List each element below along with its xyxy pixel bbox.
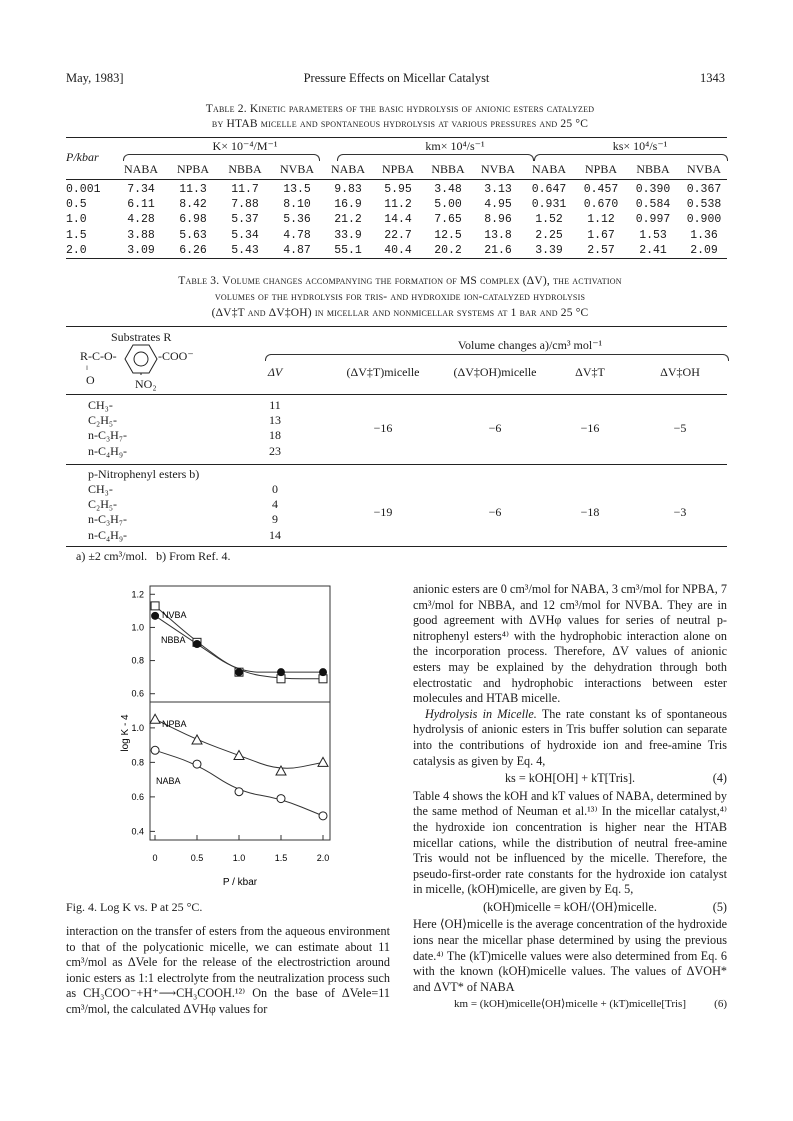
table2-value-cell: 21.2 xyxy=(334,213,362,227)
table2-value-cell: 0.538 xyxy=(686,198,722,212)
label-nvba: NVBA xyxy=(162,610,187,620)
table2-value-cell: 1.36 xyxy=(690,228,718,242)
marker-npba xyxy=(150,714,160,723)
equation-5 xyxy=(413,900,727,916)
table2-sub-0: NABA xyxy=(123,162,158,176)
table2-value-cell: 1.12 xyxy=(587,213,615,227)
structure-left: R-C-O- xyxy=(80,349,117,363)
table3-substituent: CH₃- xyxy=(88,398,113,412)
table2-value-cell: 13.8 xyxy=(484,228,512,242)
table2-bottom-rule xyxy=(66,258,727,259)
table2-value-cell: 14.4 xyxy=(384,213,412,227)
table2-sub-3: NVBA xyxy=(279,162,314,176)
table2-value-cell: 5.95 xyxy=(384,183,412,196)
table2-value-cell: 5.63 xyxy=(179,228,207,242)
table2-pressure-cell: 1.0 xyxy=(66,213,87,227)
table2-value-cell: 6.11 xyxy=(127,198,155,212)
table2-group-k: K× 10⁻⁴/M⁻¹ xyxy=(212,139,278,153)
table3-row xyxy=(88,444,308,459)
table2-value-cell: 4.78 xyxy=(283,228,311,242)
table2-value-cell: 0.670 xyxy=(583,198,619,212)
y-tick-label: 0.8 xyxy=(131,757,144,768)
marker-npba xyxy=(234,750,244,759)
header-date: May, 1983] xyxy=(66,71,124,85)
right-paragraph-2-text: The rate constant ks of spontaneous hydrolysis of anionic esters in Tris buffer solution can separate into the contributions of hydroxide ion and free-amine Tris catalysis as given by Eq. 4, xyxy=(413,706,728,768)
table3-dv-value: 11 xyxy=(269,398,281,412)
table2-value-cell: 6.26 xyxy=(179,243,207,257)
table2-value-cell: 5.00 xyxy=(434,198,462,212)
table2-value-cell: 11.3 xyxy=(179,183,207,196)
right-column xyxy=(413,582,727,1015)
page-number: 1343 xyxy=(700,71,725,85)
table2-value-cell: 0.367 xyxy=(686,183,722,196)
table2-top-rule xyxy=(66,137,727,138)
x-tick-label: 2.0 xyxy=(316,853,330,863)
table2-value-cell: 11.2 xyxy=(384,198,412,212)
plot-frame xyxy=(150,586,330,840)
table2-brace-k xyxy=(123,154,320,161)
table2-row xyxy=(66,228,729,243)
table2-value-cell: 7.34 xyxy=(127,183,155,196)
table2-pressure-cell: 0.5 xyxy=(66,198,87,212)
x-axis-label: P / kbar xyxy=(222,877,258,888)
table3-mid-rule xyxy=(66,464,727,465)
table2-value-cell: 6.98 xyxy=(179,213,207,227)
table2-value-cell: 13.5 xyxy=(283,183,311,196)
double-bond-mark: ‖ xyxy=(86,366,88,372)
table3-dv-value: 13 xyxy=(269,413,281,428)
y-tick-label: 0.6 xyxy=(131,791,144,802)
marker-nbba xyxy=(151,612,159,620)
equation-4-number: (4) xyxy=(712,771,727,786)
table2-sub-9: NPBA xyxy=(584,162,617,176)
table2-pressure-cell: 2.0 xyxy=(66,243,87,257)
equation-5-body: (kOH)micelle = kOH/⟨OH⟩micelle. xyxy=(483,899,657,914)
table3-substituent: n-C₃H₇- xyxy=(88,512,128,527)
y-tick-label: 0.4 xyxy=(131,826,144,837)
table3-substituent: C₂H₅- xyxy=(88,497,118,512)
table3-dv-value: 4 xyxy=(272,497,278,512)
table2-sub-5: NPBA xyxy=(381,162,414,176)
table2-value-cell: 8.96 xyxy=(484,213,512,227)
table3-substrates-label: Substrates R xyxy=(111,330,172,344)
table3-g2-dvt: −18 xyxy=(580,505,600,519)
marker-naba xyxy=(277,795,285,803)
marker-npba xyxy=(192,735,202,744)
table2-value-cell: 3.88 xyxy=(127,228,155,242)
table3-dv-value: 0 xyxy=(272,482,278,496)
y-axis-label: log K - 4 xyxy=(120,714,131,752)
table3-caption-line3: (ΔV‡T and ΔV‡OH) in micellar and nonmicellar systems at 1 bar and 25 °C xyxy=(211,307,589,319)
table3-col-dvoh-micelle: (ΔV‡OH)micelle xyxy=(453,365,537,379)
table2-value-cell: 12.5 xyxy=(434,228,462,242)
right-paragraph-4: Here ⟨OH⟩micelle is the average concentration of the hydroxide ions near the micellar phase determined by using the previous date.⁴⁾ The (kT)micelle values were also determined from Eq. 6 with the known (kOH)micelle values. The values of ΔVOH* and ΔVT* of NABA xyxy=(413,917,727,994)
table2-value-cell: 20.2 xyxy=(434,243,462,257)
table3-row xyxy=(88,413,308,428)
marker-naba xyxy=(151,746,159,754)
marker-naba xyxy=(319,812,327,820)
table2-value-cell: 5.34 xyxy=(231,228,259,242)
equation-5-number: (5) xyxy=(712,899,727,914)
table2-value-cell: 4.28 xyxy=(127,213,155,227)
table3-substituent: n-C₄H₉- xyxy=(88,443,128,458)
marker-naba xyxy=(193,760,201,768)
structure-no2: NO₂ xyxy=(135,377,157,391)
table3-col-dvt-micelle: (ΔV‡T)micelle xyxy=(346,365,420,379)
table2-value-cell: 2.57 xyxy=(587,243,615,257)
table2-value-cell: 7.88 xyxy=(231,198,259,212)
table2-row-header: P/kbar xyxy=(66,150,99,164)
table2-caption-line2: by HTAB micelle and spontaneous hydrolysis at various pressures and 25 °C xyxy=(211,118,589,130)
table2-body xyxy=(66,182,729,258)
table2-value-cell: 16.9 xyxy=(334,198,362,212)
table2-row xyxy=(66,212,729,227)
marker-nvba xyxy=(151,602,159,610)
table2-value-cell: 3.13 xyxy=(484,183,512,196)
table3-col-dv: ΔV xyxy=(267,365,283,379)
table3-dv-value: 23 xyxy=(269,443,281,458)
table2-value-cell: 40.4 xyxy=(384,243,412,257)
table3-row xyxy=(88,428,308,443)
table2-value-cell: 0.997 xyxy=(635,213,671,227)
table3-dv-value: 18 xyxy=(269,428,281,443)
y-tick-label: 1.2 xyxy=(131,589,144,600)
table2-value-cell: 8.10 xyxy=(283,198,311,212)
table3-dv-value: 14 xyxy=(269,527,281,542)
table3-g2-dvoh-mic: −6 xyxy=(488,505,502,519)
table2-group-ks: ks× 10⁴/s⁻¹ xyxy=(612,139,668,153)
table3-col-dvt: ΔV‡T xyxy=(575,365,605,379)
table2-value-cell: 0.900 xyxy=(686,213,722,227)
table3-substituent: n-C₃H₇- xyxy=(88,428,128,443)
table2-sub-10: NBBA xyxy=(636,162,670,176)
table2-value-cell: 5.37 xyxy=(231,213,259,227)
y-tick-label: 0.8 xyxy=(131,655,144,666)
table3-top-rule xyxy=(66,326,727,327)
table2-group-km: km× 10⁴/s⁻¹ xyxy=(425,139,485,153)
y-tick-label: 0.6 xyxy=(131,688,144,699)
table3-dv-value: 9 xyxy=(272,512,278,527)
table2-value-cell: 2.25 xyxy=(535,228,563,242)
figure-caption: Fig. 4. Log K vs. P at 25 °C. xyxy=(66,900,203,914)
table3-caption-line1: Table 3. Volume changes accompanying the formation of MS complex (ΔV), the activation xyxy=(178,275,622,287)
table2-value-cell: 8.42 xyxy=(179,198,207,212)
table2-value-cell: 4.87 xyxy=(283,243,311,257)
table3-footnote: a) ±2 cm³/mol. b) From Ref. 4. xyxy=(76,549,231,563)
right-paragraph-1: anionic esters are 0 cm³/mol for NABA, 3 cm³/mol for NPBA, 7 cm³/mol for NBBA, and 12 cm³/mol for NVBA. They are in good agreement with ΔVHφ values for series of neutral p-nitrophenyl esters⁴⁾ with the hydrophobic interaction alone on the incorporation process. Therefore, ΔV values of anionic esters may be explained by the dehydration through both electrostatic and hydrophobic interactions between ester molecules and HTAB micelle. xyxy=(413,582,727,706)
table3-group2-title: p-Nitrophenyl esters b) xyxy=(88,467,200,481)
table2-value-cell: 2.41 xyxy=(639,243,667,257)
table2-value-cell: 21.6 xyxy=(484,243,512,257)
label-npba: NPBA xyxy=(162,719,187,729)
table2-caption-line1: Table 2. Kinetic parameters of the basic hydrolysis of anionic esters catalyzed xyxy=(205,103,595,115)
label-naba: NABA xyxy=(156,776,181,786)
left-paragraph: interaction on the transfer of esters from the aqueous environment to that of the polycationic micelle, we can estimate about 11 cm³/mol as ΔVele for the release of the electrostriction around ionic esters as 1:1 electrolyte from the neutralization process such as CH₃COO⁻+H⁺⟶CH₃COOH.¹²⁾ On the base of ΔVele=11 cm³/mol, the calculated ΔVHφ values for xyxy=(66,924,390,1016)
table2-row xyxy=(66,243,729,258)
table2-value-cell: 33.9 xyxy=(334,228,362,242)
table3-g1-dvt: −16 xyxy=(580,421,600,435)
table2-value-cell: 22.7 xyxy=(384,228,412,242)
table3-group1 xyxy=(88,398,308,459)
equation-6-body: km = (kOH)micelle⟨OH⟩micelle + (kT)micelle[Tris] xyxy=(454,998,686,1011)
table2-value-cell: 1.67 xyxy=(587,228,615,242)
table3-substituent: n-C₄H₉- xyxy=(88,527,128,542)
table2-value-cell: 0.457 xyxy=(583,183,619,196)
y-tick-label: 1.0 xyxy=(131,722,144,733)
equation-4 xyxy=(413,771,727,787)
table3-bottom-rule xyxy=(66,546,727,547)
benzene-ring-icon xyxy=(124,343,158,375)
x-tick-label: 0.5 xyxy=(190,853,204,863)
table2-value-cell: 55.1 xyxy=(334,243,362,257)
table2-value-cell: 5.36 xyxy=(283,213,311,227)
table2-value-cell: 3.09 xyxy=(127,243,155,257)
table3-group2 xyxy=(88,482,308,543)
table2-value-cell: 5.43 xyxy=(231,243,259,257)
table2-value-cell: 1.52 xyxy=(535,213,563,227)
table2-value-cell: 4.95 xyxy=(484,198,512,212)
table2-row xyxy=(66,197,729,212)
figure-4-chart xyxy=(70,575,370,895)
table2-value-cell: 11.7 xyxy=(231,183,259,196)
table2-pressure-cell: 1.5 xyxy=(66,228,87,242)
table3-g1-dvt-mic: −16 xyxy=(373,421,393,435)
table2-value-cell: 3.39 xyxy=(535,243,563,257)
table3-g2-dvoh: −3 xyxy=(673,505,687,519)
table2-sub-1: NPBA xyxy=(176,162,209,176)
table2-subheader-row xyxy=(115,162,729,177)
table3-col-dvoh: ΔV‡OH xyxy=(660,365,700,379)
table3-row xyxy=(88,528,308,543)
table2-sub-2: NBBA xyxy=(228,162,262,176)
marker-nbba xyxy=(277,668,285,676)
right-paragraph-2 xyxy=(413,707,727,769)
table2-value-cell: 0.647 xyxy=(531,183,567,196)
table3-row xyxy=(88,497,308,512)
y-tick-label: 1.0 xyxy=(131,622,144,633)
table3-volume-brace xyxy=(265,354,729,361)
table2-value-cell: 7.65 xyxy=(434,213,462,227)
table3-substituent: C₂H₅- xyxy=(88,413,118,428)
table2-value-cell: 0.390 xyxy=(635,183,671,196)
x-tick-label: 0 xyxy=(152,853,158,863)
table3-g1-dvoh: −5 xyxy=(673,421,687,435)
marker-npba xyxy=(318,757,328,766)
marker-naba xyxy=(235,788,243,796)
equation-6-number: (6) xyxy=(714,998,727,1011)
structure-right: -COO⁻ xyxy=(158,349,194,363)
marker-nbba xyxy=(193,640,201,648)
section-heading: Hydrolysis in Micelle. xyxy=(425,706,537,721)
table3-g1-dvoh-mic: −6 xyxy=(488,421,502,435)
table2-header-rule xyxy=(66,179,727,180)
table2-sub-7: NVBA xyxy=(480,162,515,176)
table2-brace-km xyxy=(337,154,534,161)
equation-4-body: ks = kOH[OH] + kT[Tris]. xyxy=(504,771,636,786)
table2-row xyxy=(66,182,729,197)
table2-pressure-cell: 0.001 xyxy=(66,183,101,196)
table3-g2-dvt-mic: −19 xyxy=(373,505,393,519)
table3-row xyxy=(88,482,308,497)
table2-brace-ks xyxy=(534,154,728,161)
table2-sub-4: NABA xyxy=(330,162,365,176)
x-tick-label: 1.0 xyxy=(232,853,246,863)
table2-value-cell: 0.584 xyxy=(635,198,671,212)
table2-sub-11: NVBA xyxy=(686,162,721,176)
x-tick-label: 1.5 xyxy=(274,853,288,863)
label-nbba: NBBA xyxy=(161,635,186,645)
table2-value-cell: 0.931 xyxy=(531,198,567,212)
table3-volume-header: Volume changes a)/cm³ mol⁻¹ xyxy=(457,338,603,352)
table2-value-cell: 9.83 xyxy=(334,183,362,196)
table2-value-cell: 1.53 xyxy=(639,228,667,242)
table2-sub-8: NABA xyxy=(531,162,566,176)
header-title: Pressure Effects on Micellar Catalyst xyxy=(303,71,490,85)
right-paragraph-3: Table 4 shows the kOH and kT values of NABA, determined by the same method of Neuman et al.¹³⁾ In the micellar catalyst,⁴⁾ the hydroxide ion concentration is higher near the HTAB micellar cations, while the distribution of neutral free-amine Tris would not be influenced by the micelle. Therefore, the pseudo-first-order rate constants for the hydroxide ion catalyst in micelle, (kOH)micelle, are given by Eq. 5, xyxy=(413,788,727,897)
equation-6 xyxy=(413,997,727,1013)
table2-sub-6: NBBA xyxy=(431,162,465,176)
structure-o: O xyxy=(86,373,95,387)
left-column xyxy=(66,924,390,1018)
marker-nbba xyxy=(235,668,243,676)
table3-row xyxy=(88,512,308,527)
table3-caption-line2: volumes of the hydrolysis for tris- and hydroxide ion-catalyzed hydrolysis xyxy=(214,291,586,303)
marker-nbba xyxy=(319,668,327,676)
table3-row xyxy=(88,398,308,413)
table3-header-rule xyxy=(66,394,727,395)
table2-value-cell: 3.48 xyxy=(434,183,462,196)
table2-value-cell: 2.09 xyxy=(690,243,718,257)
table3-substituent: CH₃- xyxy=(88,482,113,496)
